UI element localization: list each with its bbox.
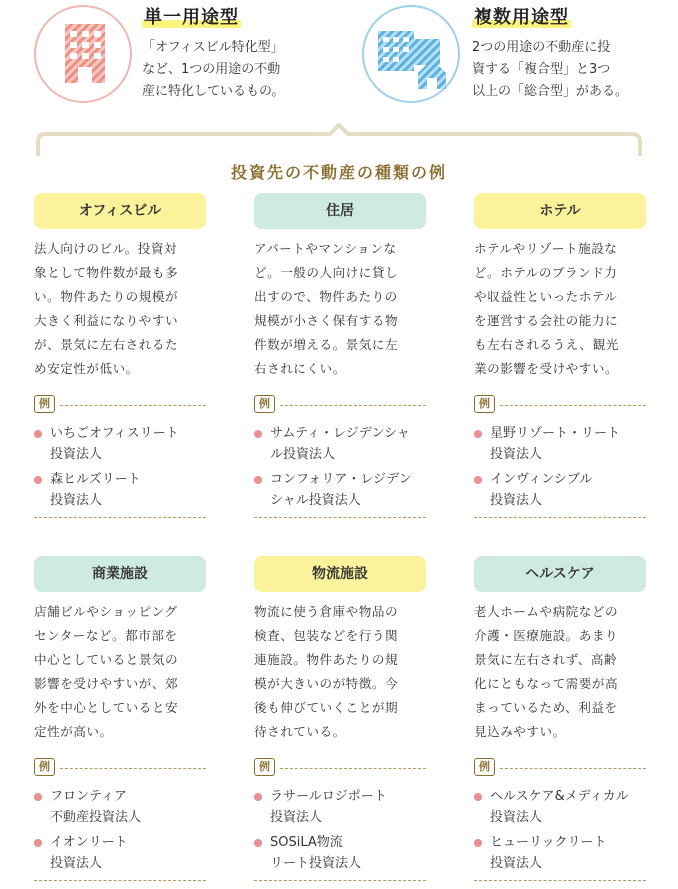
example-label: 例 [474, 395, 495, 413]
multi-use-description: 2つの用途の不動産に投 資する「複合型」と3つ 以上の「総合型」がある。 [472, 40, 629, 99]
card-bottom-divider [474, 880, 646, 881]
multi-use-illustration [362, 5, 460, 103]
bullet-dot-icon [254, 476, 262, 484]
bullet-dot-icon [474, 476, 482, 484]
example-list [474, 423, 646, 511]
dashed-divider [500, 405, 646, 406]
single-use-illustration [34, 5, 132, 103]
example-item: イオンリート 投資法人 [34, 832, 206, 874]
multi-use-title: 複数用途型 [474, 7, 569, 28]
property-type-card [474, 556, 646, 881]
example-list [254, 423, 426, 511]
bullet-dot-icon [34, 793, 42, 801]
section-title: 投資先の不動産の種類の例 [230, 163, 447, 182]
card-description: 老人ホームや病院などの 介護・医療施設。あまり 景気に左右されず、高齢 化にともなって需要が高 まっているため、利益を 見込みやすい。 [474, 604, 619, 739]
dashed-divider [500, 768, 646, 769]
example-item: いちごオフィスリート 投資法人 [34, 423, 206, 465]
bullet-dot-icon [254, 430, 262, 438]
example-item: フロンティア 不動産投資法人 [34, 786, 206, 828]
bullet-dot-icon [254, 793, 262, 801]
property-type-card [34, 193, 206, 518]
section-bracket [0, 120, 678, 160]
property-type-card [254, 556, 426, 881]
example-item: 星野リゾート・リート 投資法人 [474, 423, 646, 465]
card-header: 商業施設 [34, 556, 206, 592]
card-header: 物流施設 [254, 556, 426, 592]
single-building-icon [36, 7, 134, 105]
multi-building-icon [364, 7, 462, 105]
single-use-title: 単一用途型 [144, 7, 239, 28]
example-item: 森ヒルズリート 投資法人 [34, 469, 206, 511]
dashed-divider [280, 768, 426, 769]
example-label: 例 [474, 758, 495, 776]
example-item: サムティ・レジデンシャ ル投資法人 [254, 423, 426, 465]
dashed-divider [280, 405, 426, 406]
property-type-card [254, 193, 426, 518]
card-description: ホテルやリゾート施設な ど。ホテルのブランド力 や収益性といったホテル を運営する会社の能力に も左右されるうえ、観光 業の影響を受けやすい。 [474, 241, 619, 376]
example-label: 例 [34, 395, 55, 413]
card-header: 住居 [254, 193, 426, 229]
example-list [34, 786, 206, 874]
bullet-dot-icon [474, 430, 482, 438]
card-bottom-divider [474, 517, 646, 518]
bullet-dot-icon [34, 430, 42, 438]
example-list [474, 786, 646, 874]
card-description: アパートやマンションな ど。一般の人向けに貸し 出すので、物件あたりの 規模が小さく保有する物 件数が増える。景気に左 右されにくい。 [254, 241, 399, 376]
example-item: ラサールロジポート 投資法人 [254, 786, 426, 828]
card-header: ヘルスケア [474, 556, 646, 592]
example-label: 例 [254, 395, 275, 413]
example-list [34, 423, 206, 511]
example-item: ヘルスケア&メディカル 投資法人 [474, 786, 646, 828]
bullet-dot-icon [34, 839, 42, 847]
example-item: コンフォリア・レジデン シャル投資法人 [254, 469, 426, 511]
example-label: 例 [34, 758, 55, 776]
example-item: SOSiLA物流 リート投資法人 [254, 832, 426, 874]
card-bottom-divider [254, 517, 426, 518]
card-bottom-divider [34, 517, 206, 518]
single-use-description: 「オフィスビル特化型」 など、1つの用途の不動 産に特化しているもの。 [142, 40, 285, 99]
example-item: インヴィンシブル 投資法人 [474, 469, 646, 511]
example-item: ヒューリックリート 投資法人 [474, 832, 646, 874]
bullet-dot-icon [474, 839, 482, 847]
example-list [254, 786, 426, 874]
card-header: オフィスビル [34, 193, 206, 229]
dashed-divider [60, 768, 206, 769]
bullet-dot-icon [474, 793, 482, 801]
card-bottom-divider [34, 880, 206, 881]
example-label: 例 [254, 758, 275, 776]
card-description: 物流に使う倉庫や物品の 検査、包装などを行う関 連施設。物件あたりの規 模が大きいのが特徴。今 後も伸びていくことが期 待されている。 [254, 604, 399, 739]
dashed-divider [60, 405, 206, 406]
card-bottom-divider [254, 880, 426, 881]
property-type-card [34, 556, 206, 881]
card-description: 法人向けのビル。投資対 象として物件数が最も多 い。物件あたりの規模が 大きく利益になりやすい が、景気に左右されるた め安定性が低い。 [34, 241, 179, 376]
bullet-dot-icon [254, 839, 262, 847]
property-type-card [474, 193, 646, 518]
card-header: ホテル [474, 193, 646, 229]
card-description: 店舗ビルやショッピング センターなど。都市部を 中心としていると景気の 影響を受けやすいが、郊 外を中心としていると安 定性が高い。 [34, 604, 179, 739]
bullet-dot-icon [34, 476, 42, 484]
